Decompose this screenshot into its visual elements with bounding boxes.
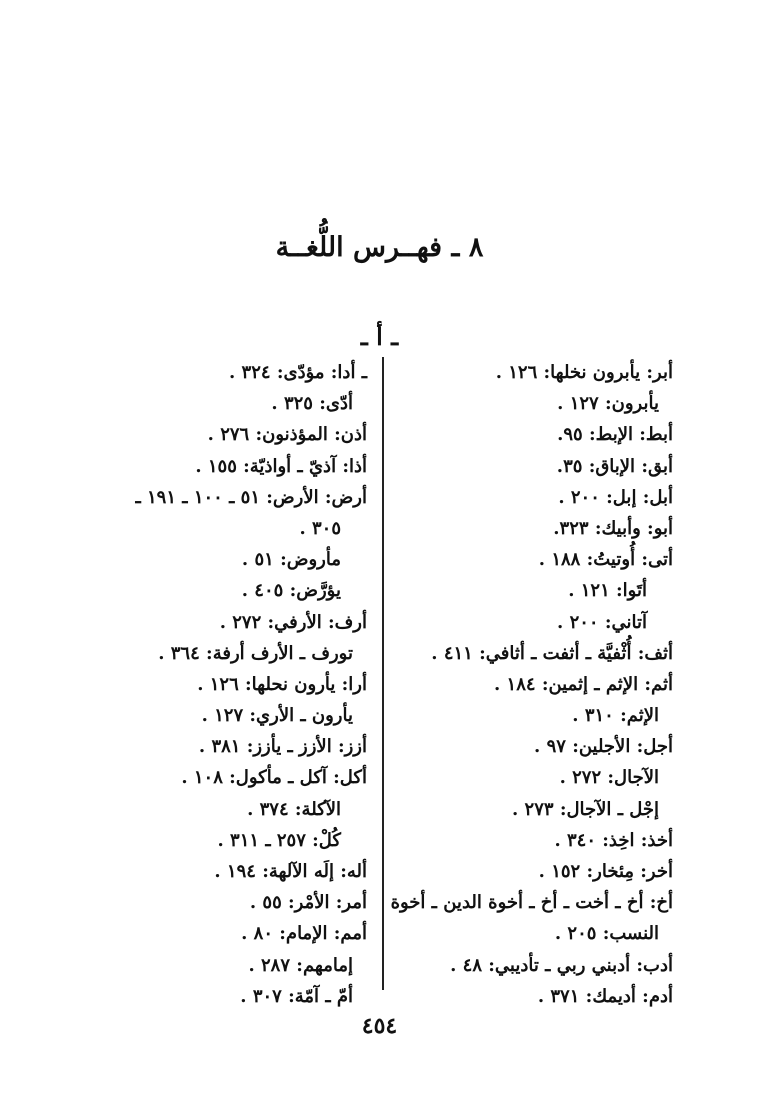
index-entry: يؤرَّض: ٤٠٥ . xyxy=(241,580,341,602)
index-entry: أرض: الأرض: ٥١ ـ ١٠٠ ـ ١٩١ ـ xyxy=(135,486,367,508)
index-entry: أثم: الإثم ـ إثمين: ١٨٤ . xyxy=(494,673,673,695)
index-entry: أذن: المؤذنون: ٢٧٦ . xyxy=(207,424,367,446)
index-entry: الآجال: ٢٧٢ . xyxy=(559,767,659,789)
index-entry: أجل: الأجلين: ٩٧ . xyxy=(534,736,673,758)
index-entry: أمّ ـ آمّة: ٣٠٧ . xyxy=(240,985,353,1007)
column-divider xyxy=(382,357,384,990)
index-entry: كُلْ: ٢٥٧ ـ ٣١١ . xyxy=(217,829,341,851)
index-entry: أله: إلَه الآلهة: ١٩٤ . xyxy=(214,861,367,882)
index-entry: إمامهم: ٢٨٧ . xyxy=(248,954,353,976)
left-column xyxy=(67,357,367,1012)
index-entry: آتاني: ٢٠٠ . xyxy=(557,611,647,633)
index-entry: أبق: الإباق: ٣٥. xyxy=(556,455,673,477)
index-entry: أدب: أدبني ربي ـ تأديبي: ٤٨ . xyxy=(450,954,673,976)
section-letter-heading: ـ أ ـ xyxy=(360,322,399,351)
index-entry: أدم: أديمك: ٣٧١ . xyxy=(537,985,673,1007)
index-entry: أمر: الأمْر: ٥٥ . xyxy=(249,892,367,914)
index-entry: أخر: مِئخار: ١٥٢ . xyxy=(538,861,673,882)
index-entry: أبو: وأبيك: ٣٢٣. xyxy=(553,517,673,539)
index-entry: الآكلة: ٣٧٤ . xyxy=(247,798,341,820)
index-entry: أثف: أُثْفيَّة ـ أثفت ـ أثافي: ٤١١ . xyxy=(431,642,673,664)
page-number: ٤٥٤ xyxy=(361,1013,398,1039)
right-column xyxy=(383,357,673,1012)
index-entry: مأروض: ٥١ . xyxy=(241,549,341,571)
index-entry: أذا: آذيّ ـ أواذيّة: ١٥٥ . xyxy=(195,455,367,477)
index-entry: أتَوا: ١٢١ . xyxy=(568,580,647,602)
index-entry: أخذ: اخِذ: ٣٤٠ . xyxy=(554,829,673,851)
index-entry: أبط: الإبط: ٩٥. xyxy=(557,424,673,446)
index-entry: ـ أدا: مؤدّى: ٣٢٤ . xyxy=(229,362,367,383)
index-title: ٨ ـ فهــرس اللُّغــة xyxy=(275,232,484,263)
index-entry: أرا: يأرون نحلها: ١٢٦ . xyxy=(197,673,367,695)
index-entry: أرف: الأرفي: ٢٧٢ . xyxy=(219,611,367,633)
index-entry: الإثم: ٣١٠ . xyxy=(572,705,659,727)
index-entry: إجْل ـ الآجال: ٢٧٣ . xyxy=(512,798,659,820)
index-entry: النسب: ٢٠٥ . xyxy=(554,923,659,945)
index-entry: ٣٠٥ . xyxy=(299,517,341,539)
index-entry: أبر: يأبرون نخلها: ١٢٦ . xyxy=(495,362,673,383)
index-entry: أدّى: ٣٢٥ . xyxy=(271,393,353,415)
index-entry: تورف ـ الأرف أرفة: ٣٦٤ . xyxy=(158,642,353,664)
index-entry: يأبرون: ١٢٧ . xyxy=(557,393,659,415)
index-entry: يأرون ـ الأري: ١٢٧ . xyxy=(201,705,353,727)
index-entry: أبل: إبل: ٢٠٠ . xyxy=(558,486,673,508)
index-entry: أخ: أخ ـ أخت ـ أخ ـ أخوة الدين ـ أخوة xyxy=(390,892,673,914)
index-entry: أتى: أُوتيتُ: ١٨٨ . xyxy=(538,549,673,571)
index-entry: أمم: الإمام: ٨٠ . xyxy=(241,923,367,945)
index-entry: أكل: آكل ـ مأكول: ١٠٨ . xyxy=(181,767,367,789)
index-entry: أزز: الأزز ـ يأزز: ٣٨١ . xyxy=(198,736,367,758)
